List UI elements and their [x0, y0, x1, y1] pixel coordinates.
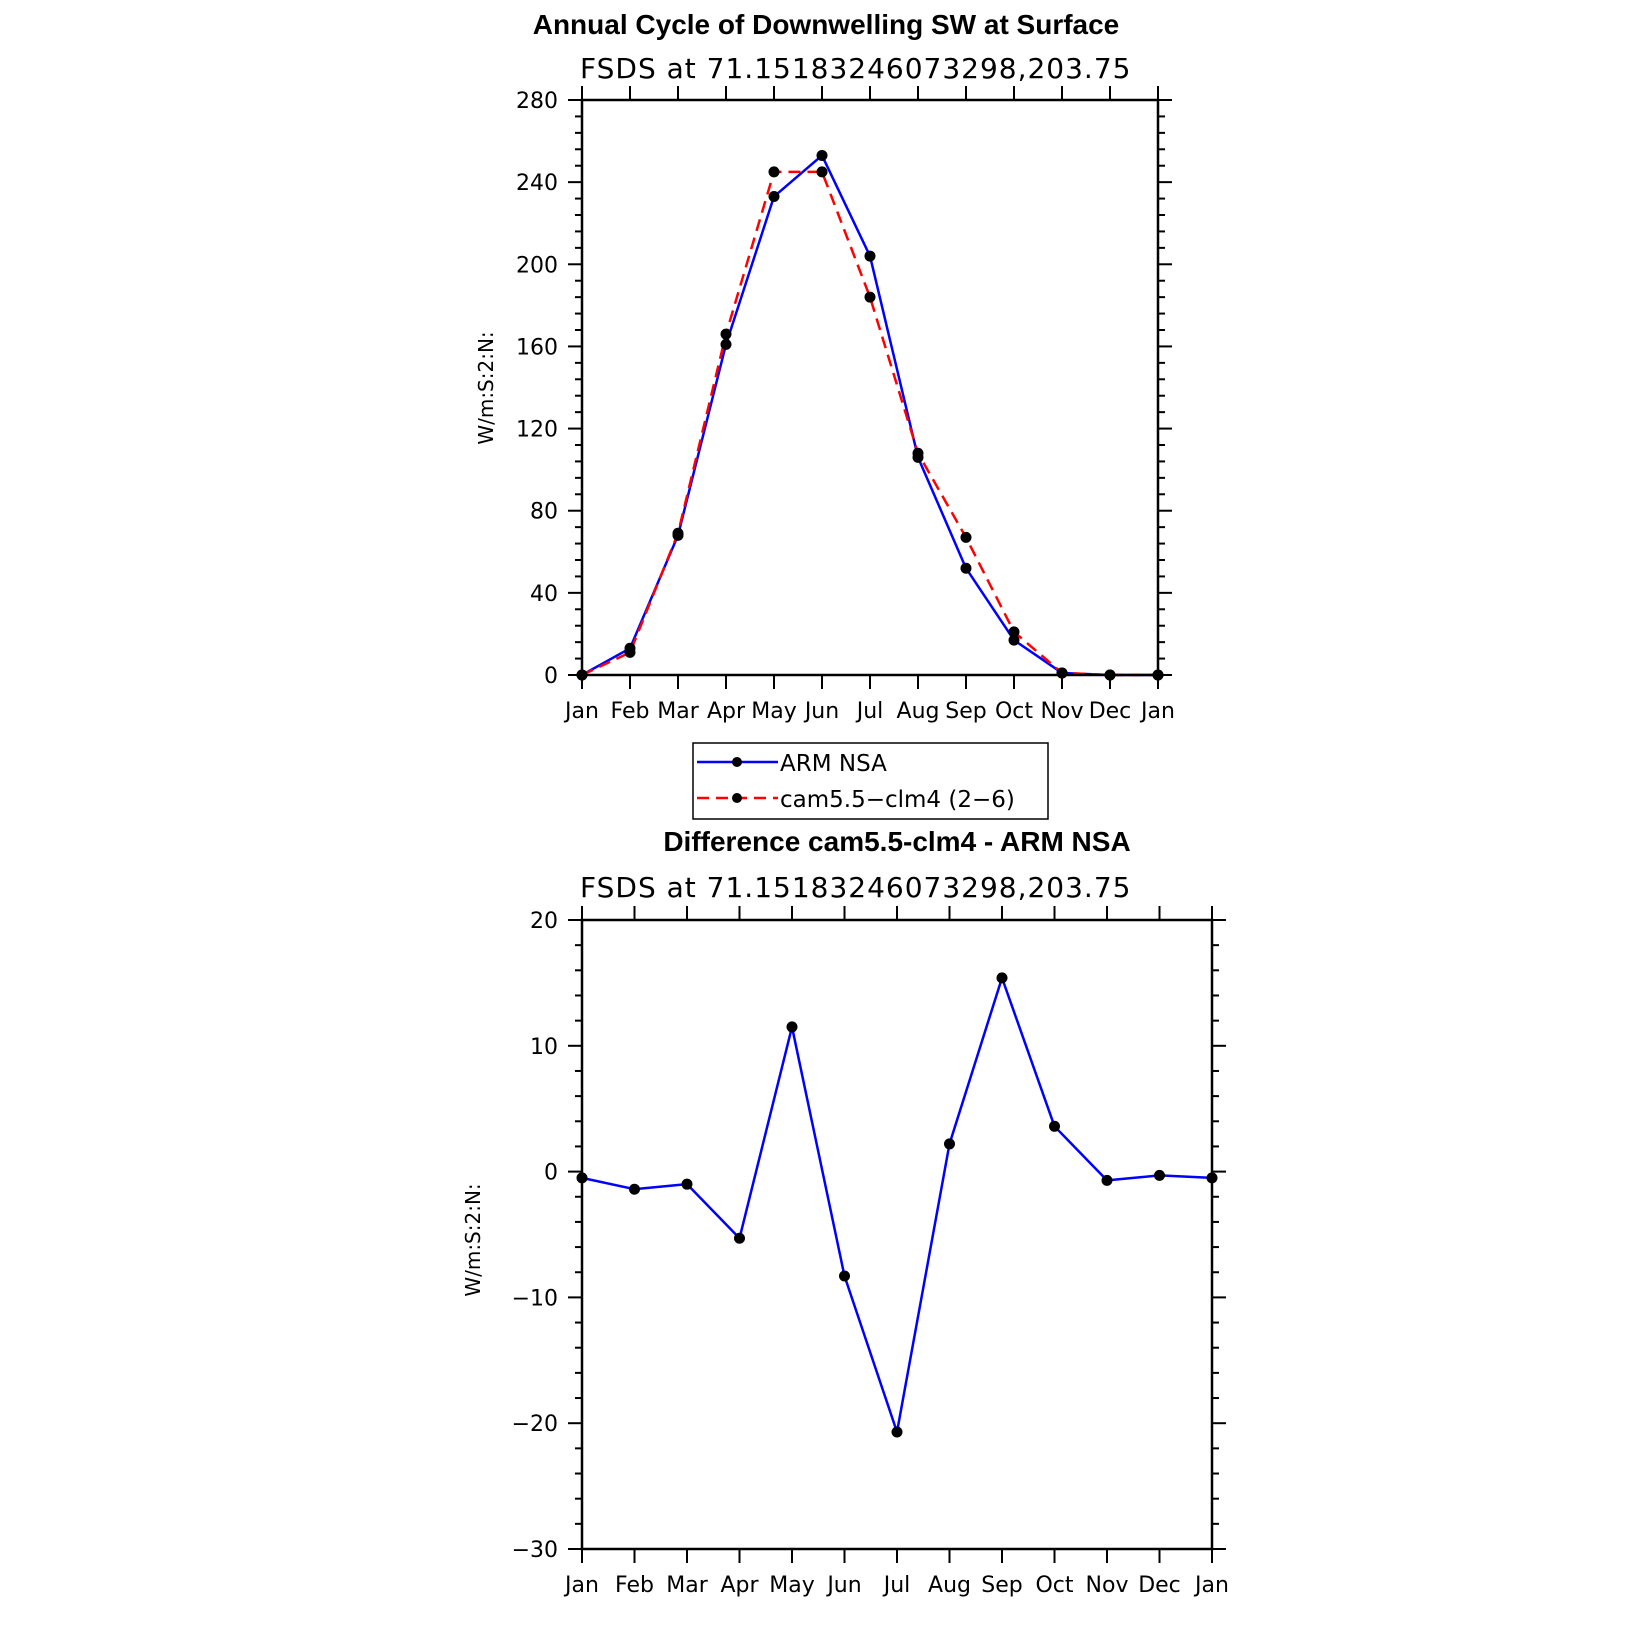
bottom-x-tick-label: Apr	[720, 1573, 759, 1598]
legend-label-arm-nsa: ARM NSA	[780, 751, 887, 777]
bottom-y-tick-label: −10	[511, 1286, 558, 1312]
top-x-tick-label: Jun	[804, 699, 840, 724]
top-x-tick-label: Sep	[945, 699, 987, 724]
top-series-0-point	[817, 150, 828, 161]
top-series-0-line	[582, 155, 1158, 675]
bottom-x-tick-label: Dec	[1138, 1573, 1181, 1598]
bottom-chart-subtitle: FSDS at 71.15183246073298,203.75	[580, 871, 1132, 904]
bottom-x-tick-label: Feb	[615, 1573, 654, 1598]
top-series-1-point	[865, 292, 876, 303]
top-y-tick-label: 280	[516, 89, 558, 114]
bottom-chart	[461, 826, 1229, 1598]
top-x-tick-label: Oct	[994, 699, 1034, 724]
top-x-tick-label: Apr	[706, 699, 746, 724]
top-chart-frame	[582, 100, 1158, 675]
top-series-1-point	[673, 528, 684, 539]
bottom-series-0-point	[629, 1184, 640, 1195]
top-y-tick-label: 240	[516, 171, 558, 197]
top-x-tick-label: Aug	[896, 699, 940, 724]
top-series-1-point	[1009, 626, 1020, 637]
top-y-tick-label: 80	[530, 499, 558, 525]
top-series-1-point	[913, 448, 924, 459]
top-x-tick-label: Jan	[565, 699, 599, 724]
top-series-1-point	[769, 166, 780, 177]
top-series-0-point	[961, 563, 972, 574]
top-series-0-point	[769, 191, 780, 202]
bottom-x-tick-label: Oct	[1035, 1573, 1074, 1598]
bottom-x-tick-label: Jan	[565, 1573, 599, 1598]
bottom-y-tick-label: 0	[544, 1160, 558, 1186]
bottom-chart-title: Difference cam5.5-clm4 - ARM NSA	[663, 826, 1131, 857]
bottom-series-0-line	[582, 978, 1212, 1432]
legend-marker-arm-nsa	[732, 757, 742, 767]
top-series-0-point	[865, 251, 876, 262]
bottom-x-tick-label: Jun	[827, 1573, 862, 1598]
bottom-y-tick-label: −20	[511, 1412, 558, 1438]
bottom-y-tick-label: 10	[530, 1034, 558, 1060]
bottom-series-0-point	[839, 1271, 850, 1282]
bottom-chart-frame	[582, 920, 1212, 1549]
bottom-y-tick-label: 20	[530, 909, 558, 934]
top-chart-subtitle: FSDS at 71.15183246073298,203.75	[580, 52, 1132, 85]
top-chart-plot-area	[577, 150, 1164, 681]
top-x-tick-label: Jan	[1141, 699, 1175, 724]
bottom-chart-plot-area	[577, 972, 1218, 1437]
top-x-tick-label: Jul	[856, 699, 884, 724]
bottom-series-0-point	[1049, 1121, 1060, 1132]
bottom-series-0-point	[682, 1179, 693, 1190]
bottom-x-tick-label: Sep	[981, 1573, 1023, 1598]
top-x-tick-label: Feb	[610, 699, 650, 724]
bottom-x-tick-label: Jan	[1195, 1573, 1229, 1598]
bottom-series-0-point	[1102, 1175, 1113, 1186]
top-chart	[474, 9, 1175, 819]
bottom-chart-ticks	[512, 906, 1229, 1598]
top-y-tick-label: 0	[544, 664, 558, 689]
legend-label-cam: cam5.5−clm4 (2−6)	[780, 787, 1015, 813]
top-y-tick-label: 160	[516, 335, 558, 361]
top-series-1-point	[1057, 667, 1068, 678]
top-series-1-point	[817, 166, 828, 177]
legend-marker-cam	[732, 793, 742, 803]
top-y-tick-label: 40	[530, 581, 558, 607]
bottom-series-0-point	[892, 1427, 903, 1438]
top-y-tick-label: 120	[516, 417, 558, 443]
bottom-series-0-point	[734, 1233, 745, 1244]
bottom-series-0-point	[997, 972, 1008, 983]
top-series-1-line	[582, 172, 1158, 675]
top-x-tick-label: Mar	[657, 699, 699, 724]
top-x-tick-label: Dec	[1088, 699, 1132, 724]
top-x-tick-label: May	[751, 699, 797, 724]
top-chart-title: Annual Cycle of Downwelling SW at Surface	[532, 9, 1120, 40]
bottom-x-tick-label: May	[769, 1573, 815, 1598]
bottom-x-tick-label: Nov	[1085, 1573, 1129, 1598]
top-chart-y-axis-label: W/m:S:2:N:	[474, 331, 498, 445]
bottom-x-tick-label: Mar	[666, 1573, 708, 1598]
top-x-tick-label: Nov	[1040, 699, 1084, 724]
bottom-chart-y-axis-label: W/m:S:2:N:	[461, 1183, 485, 1297]
bottom-x-tick-label: Aug	[928, 1573, 971, 1598]
bottom-x-tick-label: Jul	[883, 1573, 911, 1598]
bottom-series-0-point	[787, 1021, 798, 1032]
bottom-series-0-point	[944, 1138, 955, 1149]
top-y-tick-label: 200	[516, 253, 558, 279]
top-chart-ticks	[516, 86, 1175, 724]
top-series-0-point	[721, 339, 732, 350]
bottom-y-tick-label: −30	[511, 1538, 558, 1563]
top-series-1-point	[961, 532, 972, 543]
top-series-1-point	[625, 647, 636, 658]
bottom-series-0-point	[1154, 1170, 1165, 1181]
top-series-1-point	[721, 329, 732, 340]
legend	[693, 743, 1048, 819]
